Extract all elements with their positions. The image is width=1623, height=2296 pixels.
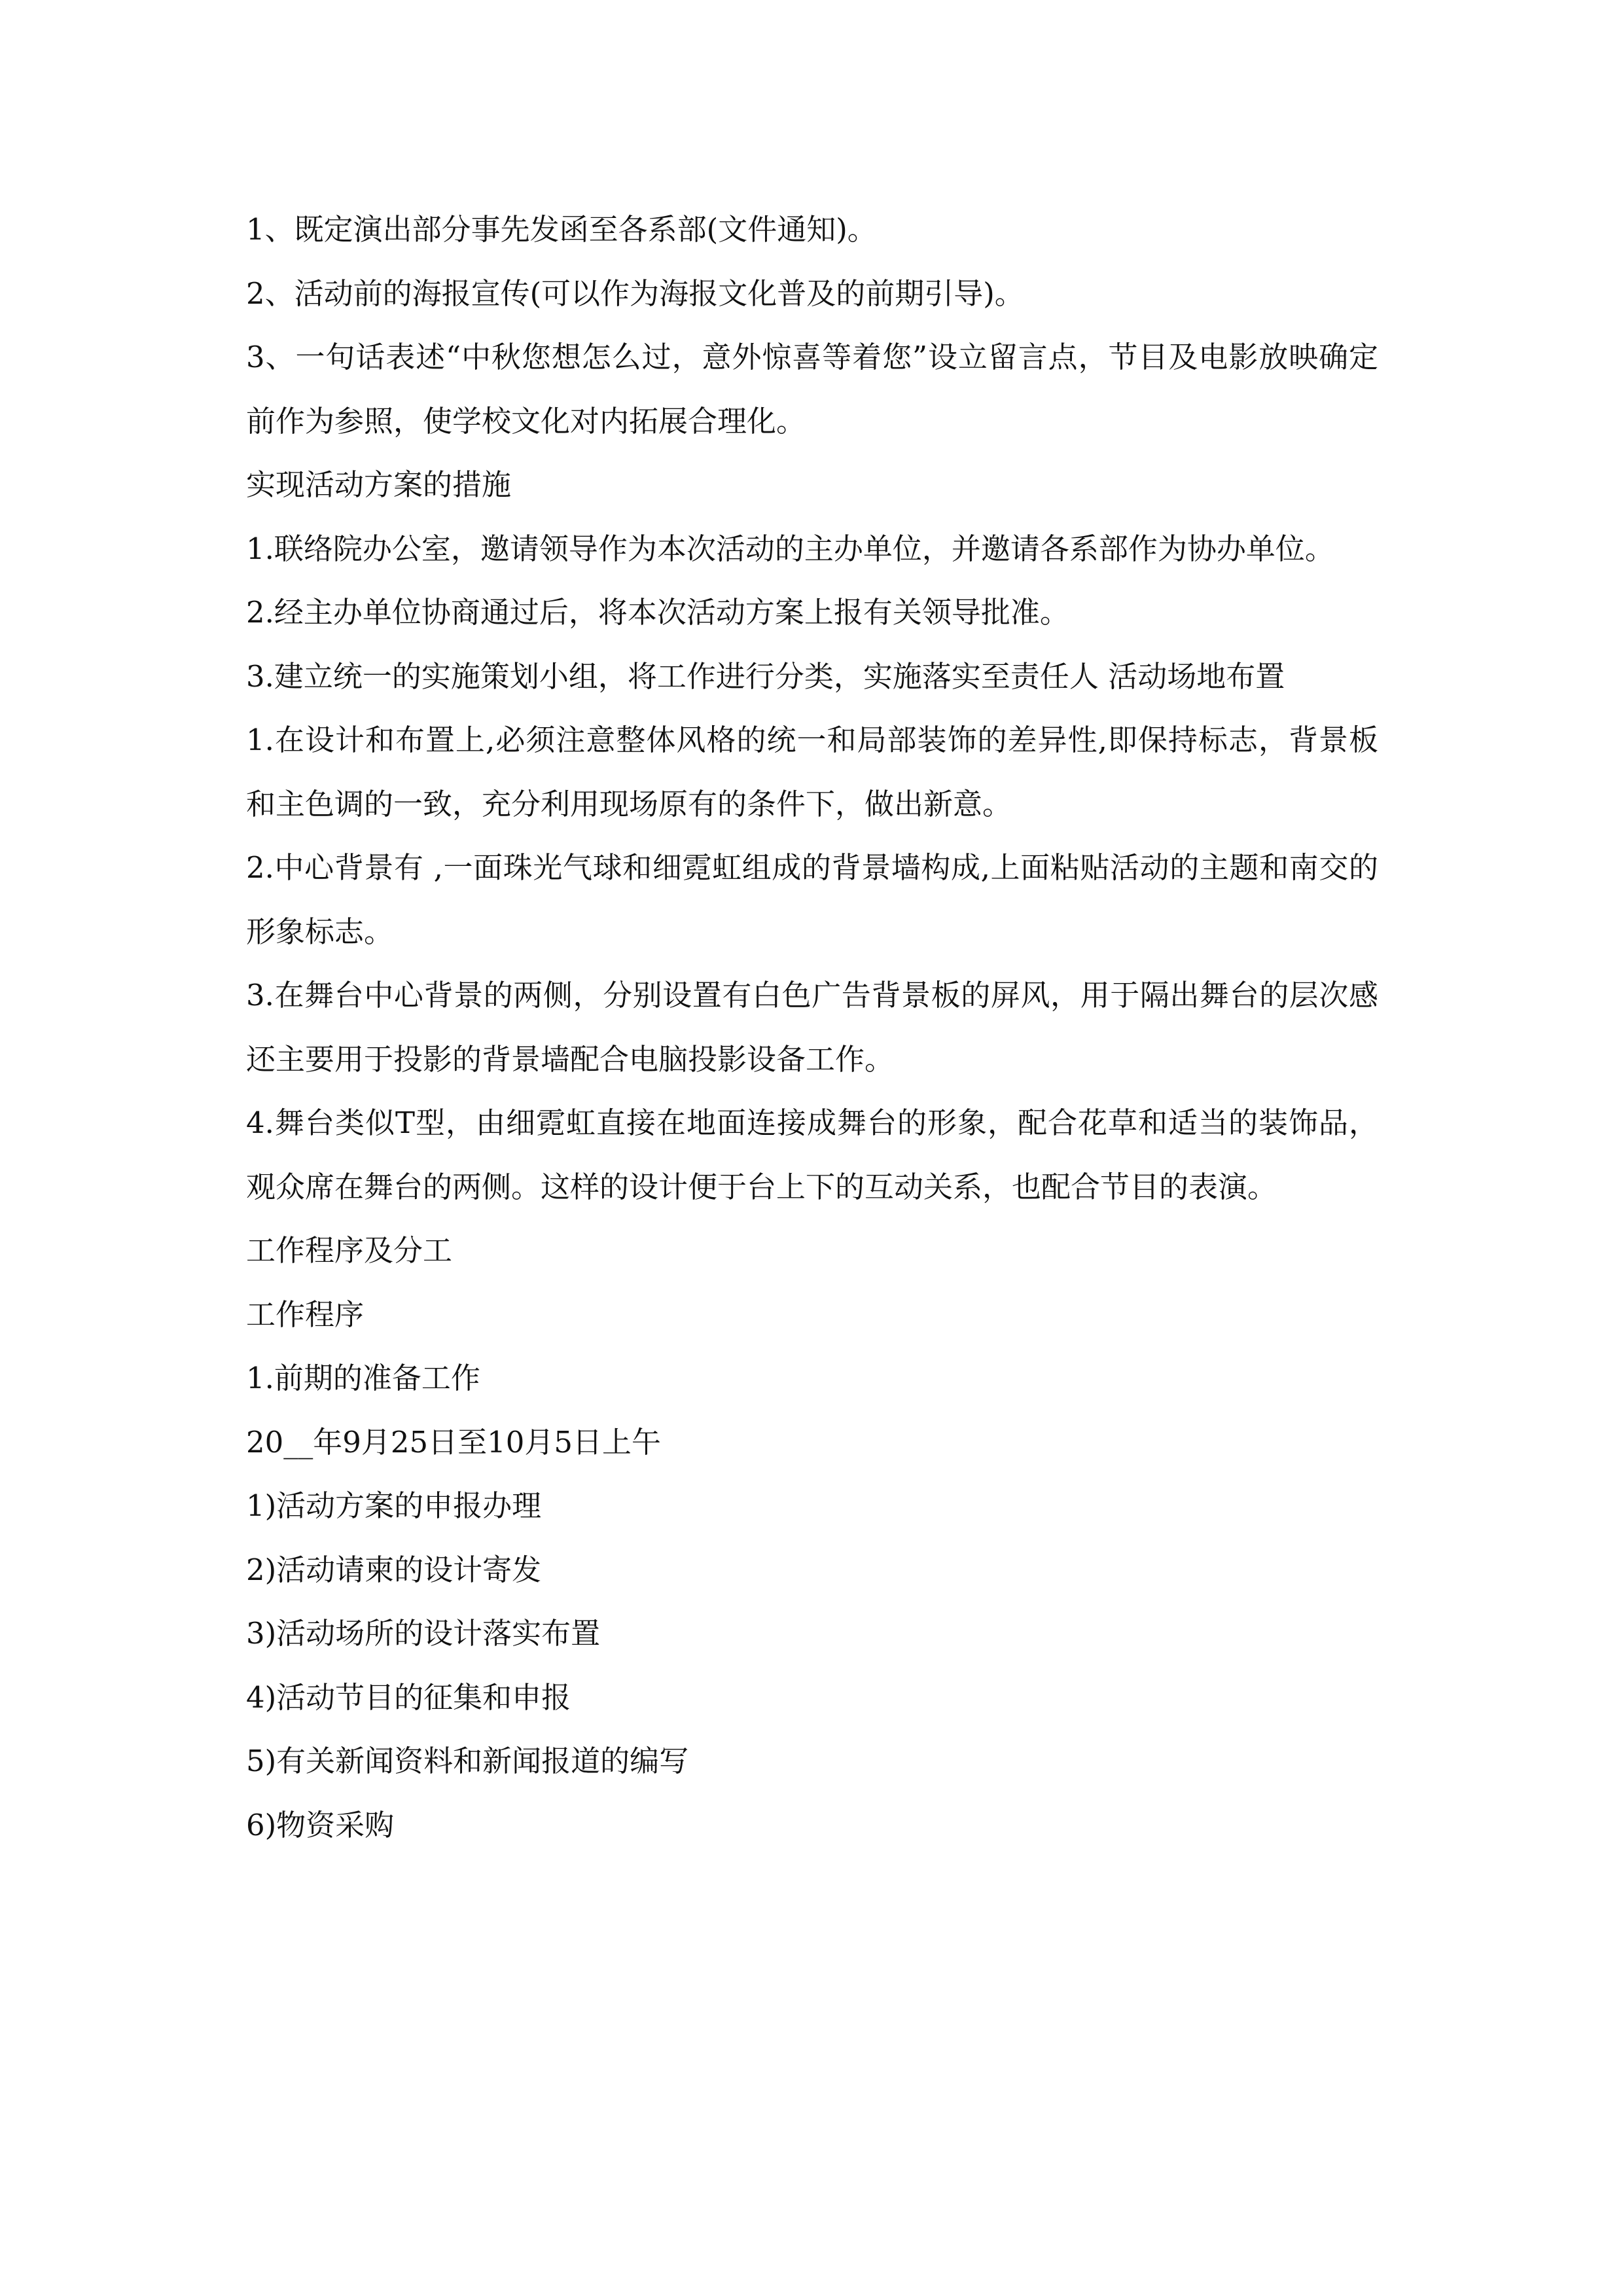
date-range: 20__年9月25日至10月5日上午 <box>246 1424 662 1460</box>
section-heading-procedure: 工作程序 <box>246 1297 365 1332</box>
list-item-approval: 2.经主办单位协商通过后，将本次活动方案上报有关领导批准。 <box>246 595 1069 630</box>
section-heading-measures: 实现活动方案的措施 <box>246 467 512 502</box>
list-item-contact-office: 1.联络院办公室，邀请领导作为本次活动的主办单位，并邀请各系部作为协办单位。 <box>246 531 1334 566</box>
list-item-side-screens: 3.在舞台中心背景的两侧，分别设置有白色广告背景板的屏风，用于隔出舞台的层次感还主要用于投影的背景墙配合电脑投影设备工作。 <box>246 978 1378 1077</box>
list-item-leaflet-notice: 1、既定演出部分事先发函至各系部(文件通知)。 <box>246 212 877 247</box>
list-item-poster-promotion: 2、活动前的海报宣传(可以作为海报文化普及的前期引导)。 <box>246 276 1024 311</box>
list-item-t-stage: 4.舞台类似T型，由细霓虹直接在地面连接成舞台的形象，配合花草和适当的装饰品，观众席在舞台的两侧。这样的设计便于台上下的互动关系，也配合节目的表演。 <box>246 1105 1378 1204</box>
list-item-invitation-design: 2)活动请柬的设计寄发 <box>246 1552 542 1587</box>
list-item-message-point: 3、一句话表述“中秋您想怎么过，意外惊喜等着您”设立留言点，节目及电影放映确定前作为参照，使学校文化对内拓展合理化。 <box>246 340 1378 439</box>
section-heading-procedure-division: 工作程序及分工 <box>246 1233 453 1268</box>
list-item-preparation: 1.前期的准备工作 <box>246 1361 480 1395</box>
list-item-plan-application: 1)活动方案的申报办理 <box>246 1488 542 1523</box>
list-item-venue-setup: 3)活动场所的设计落实布置 <box>246 1616 601 1651</box>
list-item-procurement: 6)物资采购 <box>246 1807 395 1842</box>
list-item-program-collection: 4)活动节目的征集和申报 <box>246 1679 571 1715</box>
list-item-planning-group: 3.建立统一的实施策划小组，将工作进行分类，实施落实至责任人 活动场地布置 <box>246 658 1285 694</box>
document-body <box>246 198 1378 1857</box>
list-item-center-background: 2.中心背景有 ,一面珠光气球和细霓虹组成的背景墙构成,上面粘贴活动的主题和南交的形象标志。 <box>246 850 1378 949</box>
list-item-design-layout: 1.在设计和布置上,必须注意整体风格的统一和局部装饰的差异性,即保持标志，背景板和主色调的一致，充分利用现场原有的条件下，做出新意。 <box>246 723 1378 821</box>
list-item-news-writing: 5)有关新闻资料和新闻报道的编写 <box>246 1744 689 1778</box>
